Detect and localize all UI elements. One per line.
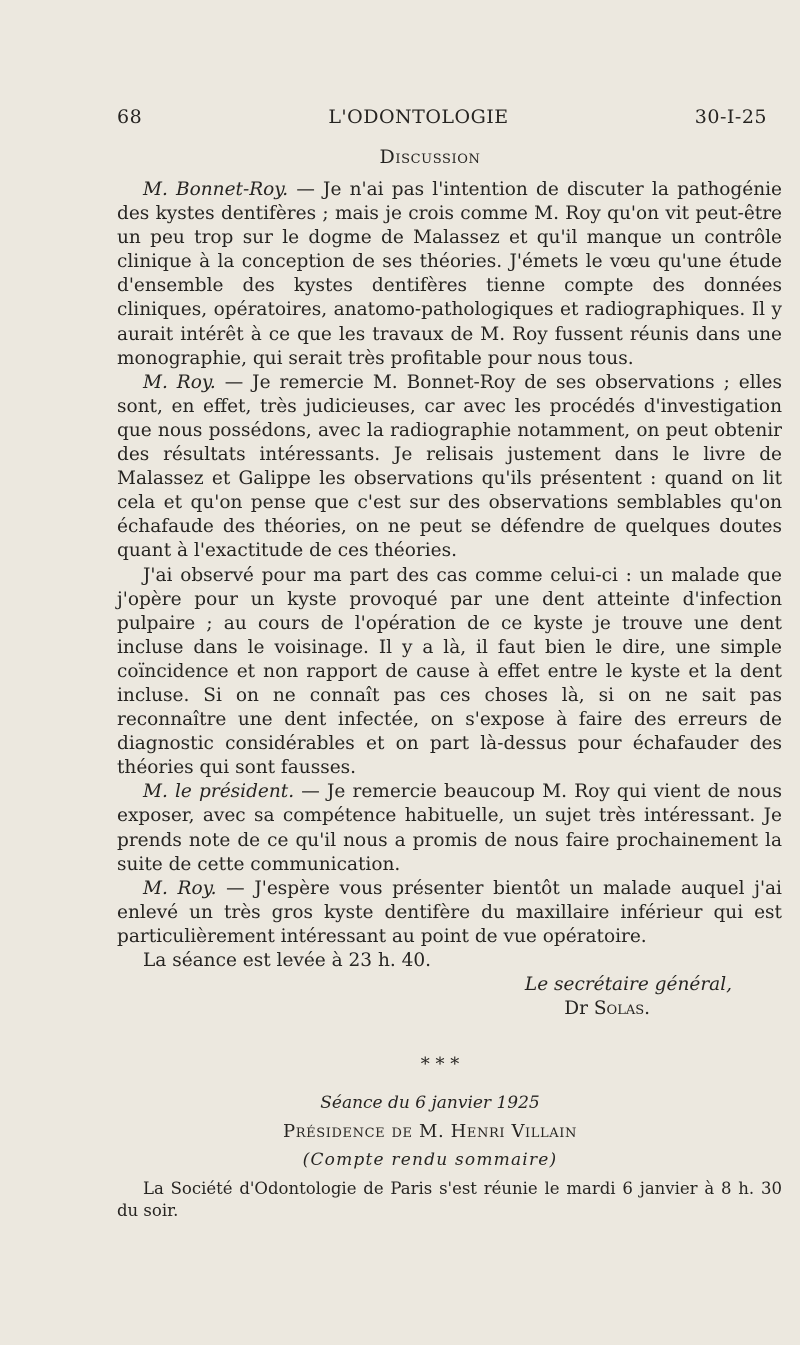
paragraph-text: — J'espère vous présenter bientôt un malade auquel j'ai enlevé un très gros kyste dentifère du maxillaire inférieur qui est particulièrement intéressant au point de vue opératoire. bbox=[117, 877, 782, 947]
issue-date: 30-I-25 bbox=[694, 106, 767, 128]
asterism-separator bbox=[420, 1054, 460, 1075]
signature-name bbox=[117, 997, 782, 1021]
signature-role: Le secrétaire général, bbox=[524, 974, 732, 996]
section-title: Discussion bbox=[379, 146, 481, 168]
discussion-body bbox=[117, 178, 782, 1021]
paragraph-text: — Je remercie M. Bonnet-Roy de ses observations ; elles sont, en effet, très judicieuses, car avec les procédés d'investigation que nous possédons, avec la radiographie notamment, on peut obtenir des résultats intéressants. Je relisais justement dans le livre de Malassez et Galippe les observations qu'ils présentent : quand on lit cela et qu'on pense que c'est sur des observations semblables qu'on échafaude des théories, on ne peut se défendre de quelques doutes quant à l'exactitude de ces théories. bbox=[117, 371, 782, 562]
asterism-text: * * * bbox=[420, 1054, 460, 1075]
paragraph bbox=[117, 780, 782, 876]
running-header bbox=[117, 106, 767, 128]
signature-prefix: Dr bbox=[564, 998, 588, 1020]
paragraph bbox=[117, 949, 782, 973]
paragraph-text: — Je remercie beaucoup M. Roy qui vient de nous exposer, avec sa compétence habituelle, un sujet très intéressant. Je prends note de ce qu'il nous a promis de nous faire prochainement la suite de cette communication. bbox=[117, 781, 782, 875]
session-intro bbox=[117, 1178, 782, 1222]
session-intro-text: La Société d'Odontologie de Paris s'est réunie le mardi 6 janvier à 8 h. 30 du soir. bbox=[117, 1179, 782, 1220]
session-title: Séance du 6 janvier 1925 bbox=[320, 1093, 540, 1113]
paragraph-text: — Je n'ai pas l'intention de discuter la pathogénie des kystes dentifères ; mais je crois comme M. Roy qu'on vit peut-être un peu trop sur le dogme de Malassez et qu'il manque un contrôle clinique à la conception de ses théories. J'émets le vœu qu'une étude d'ensemble des kystes dentifères tienne compte des données cliniques, opératoires, anatomo-pathologiques et radiographiques. Il y aurait intérêt à ce que les travaux de M. Roy fussent réunis dans une monographie, qui serait très profitable pour nous tous. bbox=[117, 179, 783, 369]
paragraph bbox=[117, 564, 782, 781]
speaker: M. le président. bbox=[143, 781, 295, 803]
session-presidence: Présidence de M. Henri Villain bbox=[283, 1121, 577, 1142]
page-number: 68 bbox=[117, 106, 143, 128]
speaker: M. Roy. bbox=[143, 371, 216, 393]
signature-surname: Solas. bbox=[593, 998, 650, 1020]
paragraph bbox=[117, 178, 782, 371]
session-subtitle: (Compte rendu sommaire) bbox=[302, 1150, 558, 1170]
paragraph bbox=[117, 877, 782, 949]
paragraph-text: La séance est levée à 23 h. 40. bbox=[143, 950, 432, 971]
paragraph-text: J'ai observé pour ma part des cas comme celui-ci : un malade que j'opère pour un kyste provoqué par une dent atteinte d'infection pulpaire ; au cours de l'opération de ce kyste je trouve une dent incluse dans le voisinage. Il y a là, il faut bien le dire, une simple coïncidence et non rapport de cause à effet entre le kyste et la dent incluse. Si on ne connaît pas ces choses là, si on ne sait pas reconnaître une dent infectée, on s'expose à faire des erreurs de diagnostic considérables et on part là-dessus pour échafauder des théories qui sont fausses. bbox=[117, 564, 782, 779]
speaker: M. Roy. bbox=[143, 877, 217, 899]
paragraph bbox=[117, 371, 782, 564]
journal-title: L'ODONTOLOGIE bbox=[328, 106, 509, 128]
speaker: M. Bonnet-Roy. bbox=[143, 179, 289, 200]
